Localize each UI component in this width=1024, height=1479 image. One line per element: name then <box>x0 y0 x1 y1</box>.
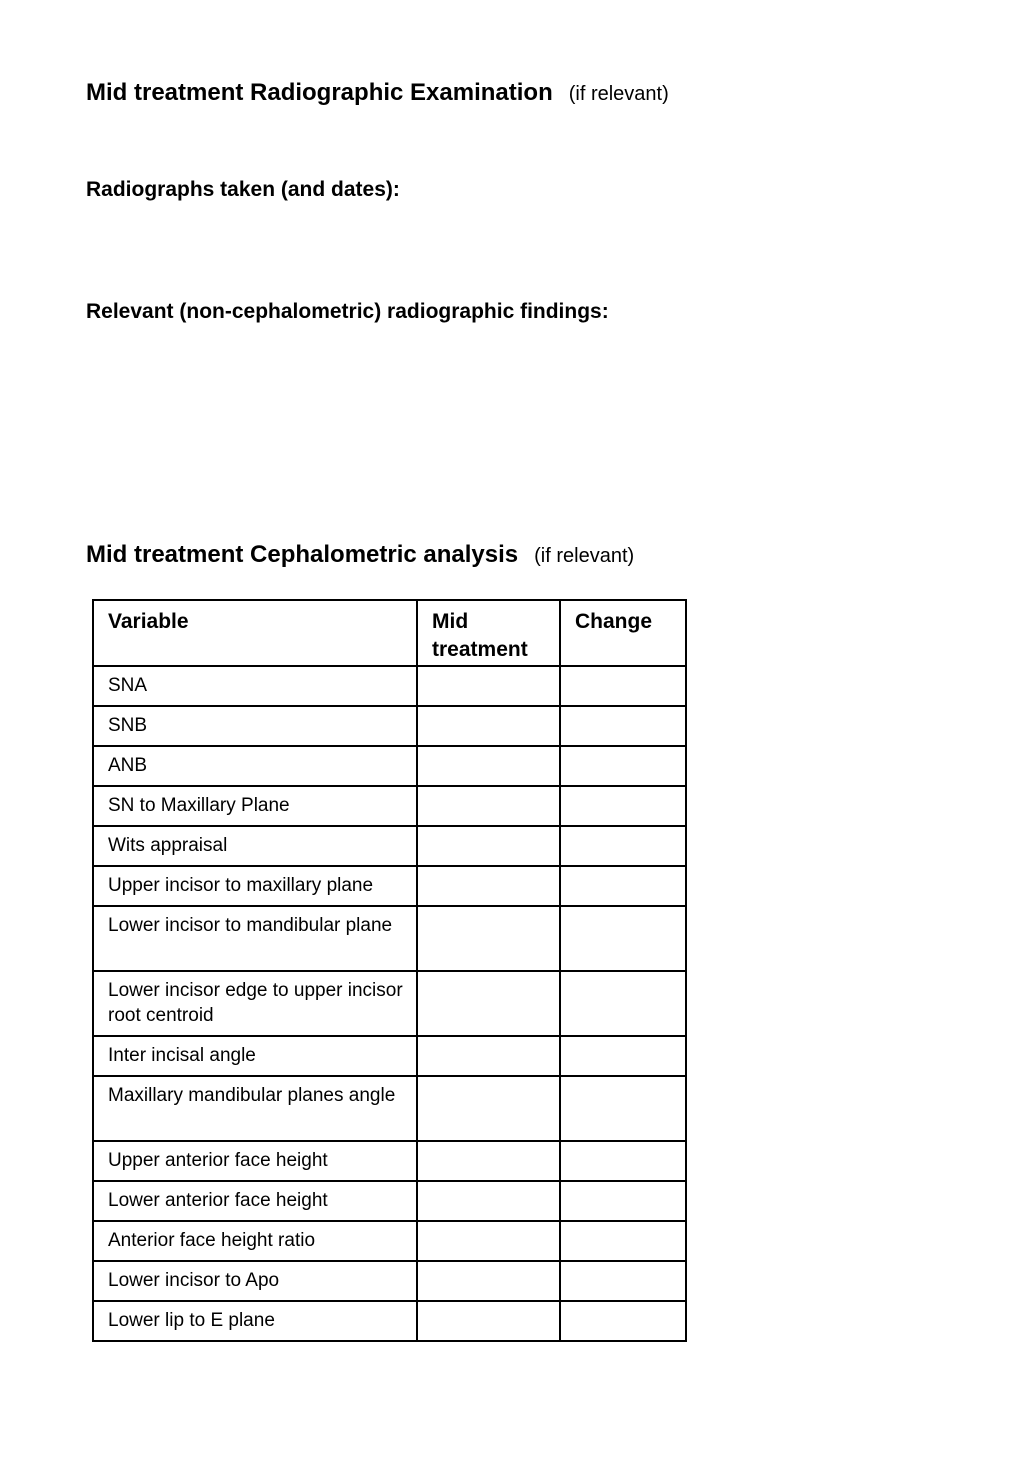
variable-cell: SNA <box>93 666 417 706</box>
mid-treatment-cell[interactable] <box>417 971 560 1036</box>
variable-cell: Lower incisor to Apo <box>93 1261 417 1301</box>
change-cell[interactable] <box>560 906 686 971</box>
mid-treatment-cell[interactable] <box>417 826 560 866</box>
change-cell[interactable] <box>560 1261 686 1301</box>
radiographs-taken-label: Radiographs taken (and dates): <box>86 178 400 201</box>
mid-treatment-cell[interactable] <box>417 866 560 906</box>
variable-cell: ANB <box>93 746 417 786</box>
table-row <box>93 971 686 1036</box>
table-row <box>93 1076 686 1141</box>
change-cell[interactable] <box>560 786 686 826</box>
mid-treatment-cell[interactable] <box>417 746 560 786</box>
change-cell[interactable] <box>560 1141 686 1181</box>
radiographic-title-text: Mid treatment Radiographic Examination <box>86 79 553 106</box>
variable-cell: Upper anterior face height <box>93 1141 417 1181</box>
mid-treatment-cell[interactable] <box>417 666 560 706</box>
mid-treatment-cell[interactable] <box>417 1141 560 1181</box>
table-row <box>93 1261 686 1301</box>
table-row <box>93 906 686 971</box>
change-cell[interactable] <box>560 1181 686 1221</box>
variable-cell: Inter incisal angle <box>93 1036 417 1076</box>
mid-treatment-cell[interactable] <box>417 1301 560 1341</box>
table-row <box>93 1181 686 1221</box>
header-change: Change <box>560 600 686 666</box>
cephalometric-table <box>92 599 687 1342</box>
header-variable: Variable <box>93 600 417 666</box>
change-cell[interactable] <box>560 1221 686 1261</box>
variable-cell: Lower incisor edge to upper incisor root centroid <box>93 971 417 1036</box>
change-cell[interactable] <box>560 1036 686 1076</box>
mid-treatment-cell[interactable] <box>417 906 560 971</box>
table-header-row <box>93 600 686 666</box>
variable-cell: SNB <box>93 706 417 746</box>
variable-cell: Upper incisor to maxillary plane <box>93 866 417 906</box>
change-cell[interactable] <box>560 1301 686 1341</box>
variable-cell: Anterior face height ratio <box>93 1221 417 1261</box>
mid-treatment-cell[interactable] <box>417 1221 560 1261</box>
mid-treatment-cell[interactable] <box>417 1261 560 1301</box>
cephalometric-title-text: Mid treatment Cephalometric analysis <box>86 541 519 568</box>
cephalometric-relevance-note: (if relevant) <box>534 545 635 567</box>
table-row <box>93 1141 686 1181</box>
mid-treatment-cell[interactable] <box>417 1036 560 1076</box>
table-row <box>93 1036 686 1076</box>
mid-treatment-cell[interactable] <box>417 786 560 826</box>
change-cell[interactable] <box>560 866 686 906</box>
header-mid-treatment: Mid treatment <box>417 600 560 666</box>
mid-treatment-cell[interactable] <box>417 1181 560 1221</box>
table-row <box>93 826 686 866</box>
variable-cell: Lower anterior face height <box>93 1181 417 1221</box>
table-row <box>93 866 686 906</box>
variable-cell: Maxillary mandibular planes angle <box>93 1076 417 1141</box>
change-cell[interactable] <box>560 746 686 786</box>
change-cell[interactable] <box>560 1076 686 1141</box>
change-cell[interactable] <box>560 666 686 706</box>
radiographic-relevance-note: (if relevant) <box>568 83 669 105</box>
cephalometric-analysis-title <box>86 541 634 569</box>
table-row <box>93 746 686 786</box>
table-row <box>93 706 686 746</box>
variable-cell: Wits appraisal <box>93 826 417 866</box>
table-row <box>93 1301 686 1341</box>
change-cell[interactable] <box>560 971 686 1036</box>
change-cell[interactable] <box>560 706 686 746</box>
variable-cell: SN to Maxillary Plane <box>93 786 417 826</box>
table-row <box>93 1221 686 1261</box>
radiographic-findings-label: Relevant (non-cephalometric) radiographic findings: <box>86 300 609 323</box>
table-row <box>93 786 686 826</box>
table-row <box>93 666 686 706</box>
change-cell[interactable] <box>560 826 686 866</box>
mid-treatment-cell[interactable] <box>417 706 560 746</box>
variable-cell: Lower lip to E plane <box>93 1301 417 1341</box>
variable-cell: Lower incisor to mandibular plane <box>93 906 417 971</box>
radiographic-examination-title <box>86 79 669 107</box>
mid-treatment-cell[interactable] <box>417 1076 560 1141</box>
